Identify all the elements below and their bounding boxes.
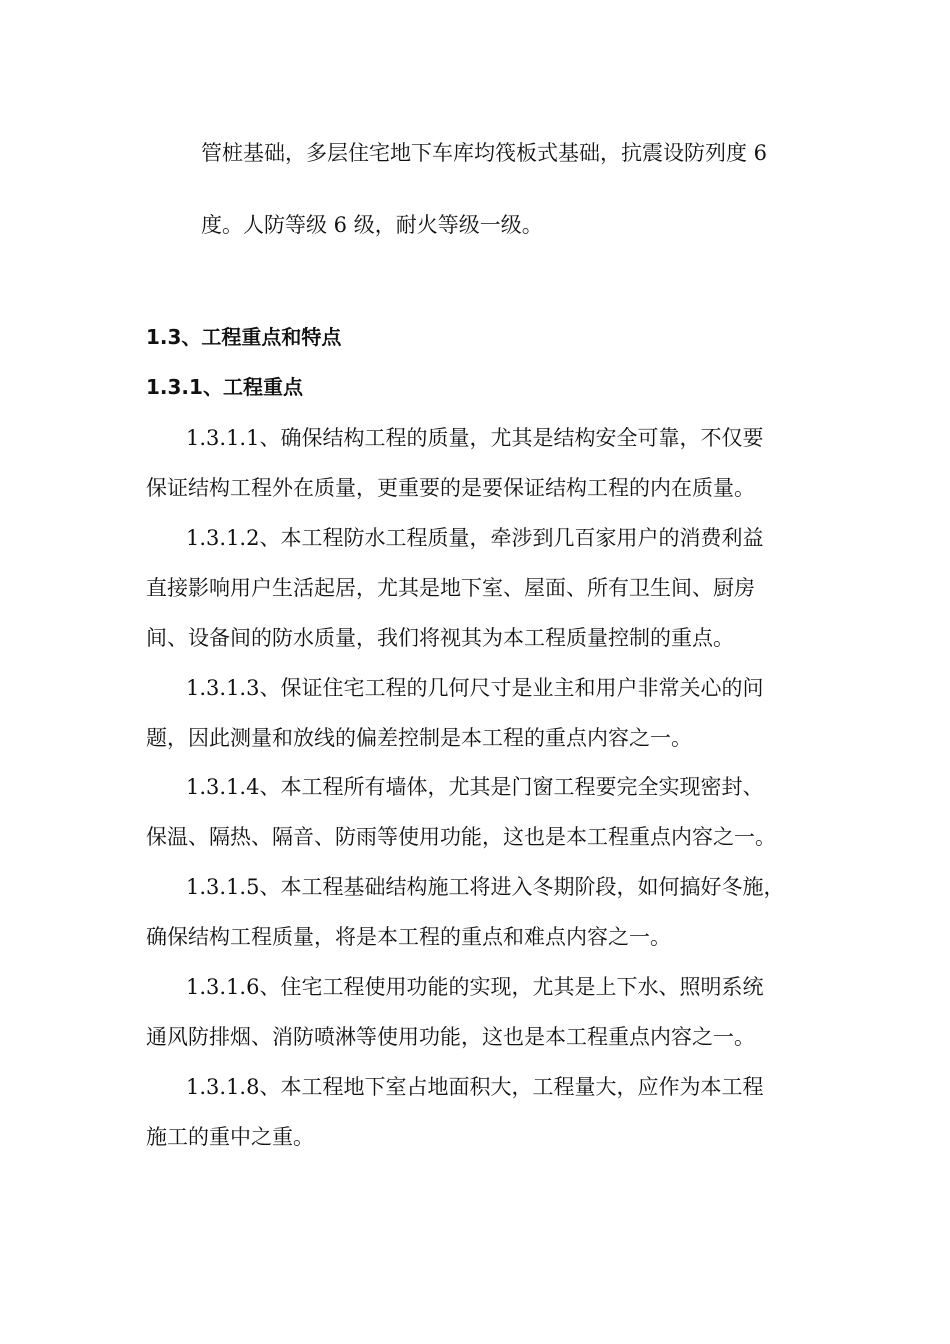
- item-7-line-2: 施工的重中之重。: [146, 1125, 314, 1149]
- item-5-line-1: 1.3.1.5、本工程基础结构施工将进入冬期阶段，如何搞好冬施，: [186, 875, 785, 899]
- item-4-line-2: 保温、隔热、隔音、防雨等使用功能，这也是本工程重点内容之一。: [146, 825, 776, 849]
- item-1-line-1: 1.3.1.1、确保结构工程的质量，尤其是结构安全可靠，不仅要: [186, 426, 764, 450]
- item-6-line-1: 1.3.1.6、住宅工程使用功能的实现，尤其是上下水、照明系统: [186, 975, 764, 999]
- item-4-line-1: 1.3.1.4、本工程所有墙体，尤其是门窗工程要完全实现密封、: [186, 775, 764, 799]
- item-7-line-1: 1.3.1.8、本工程地下室占地面积大，工程量大，应作为本工程: [186, 1075, 764, 1099]
- item-2-line-3: 间、设备间的防水质量，我们将视其为本工程质量控制的重点。: [146, 626, 734, 650]
- item-5-line-2: 确保结构工程质量，将是本工程的重点和难点内容之一。: [146, 925, 671, 949]
- item-3-line-2: 题，因此测量和放线的偏差控制是本工程的重点内容之一。: [146, 726, 692, 750]
- item-1-line-2: 保证结构工程外在质量，更重要的是要保证结构工程的内在质量。: [146, 476, 755, 500]
- item-2-line-1: 1.3.1.2、本工程防水工程质量，牵涉到几百家用户的消费利益: [186, 526, 764, 550]
- item-3-line-1: 1.3.1.3、保证住宅工程的几何尺寸是业主和用户非常关心的问: [186, 676, 764, 700]
- item-2-line-2: 直接影响用户生活起居，尤其是地下室、屋面、所有卫生间、厨房: [146, 576, 755, 600]
- intro-line-2: 度。人防等级 6 级，耐火等级一级。: [201, 213, 543, 237]
- item-6-line-2: 通风防排烟、消防喷淋等使用功能，这也是本工程重点内容之一。: [146, 1025, 755, 1049]
- section-heading: 1.3、工程重点和特点: [146, 325, 342, 349]
- intro-line-1: 管桩基础，多层住宅地下车库均筏板式基础，抗震设防列度 6: [201, 141, 768, 165]
- subsection-heading: 1.3.1、工程重点: [146, 375, 303, 399]
